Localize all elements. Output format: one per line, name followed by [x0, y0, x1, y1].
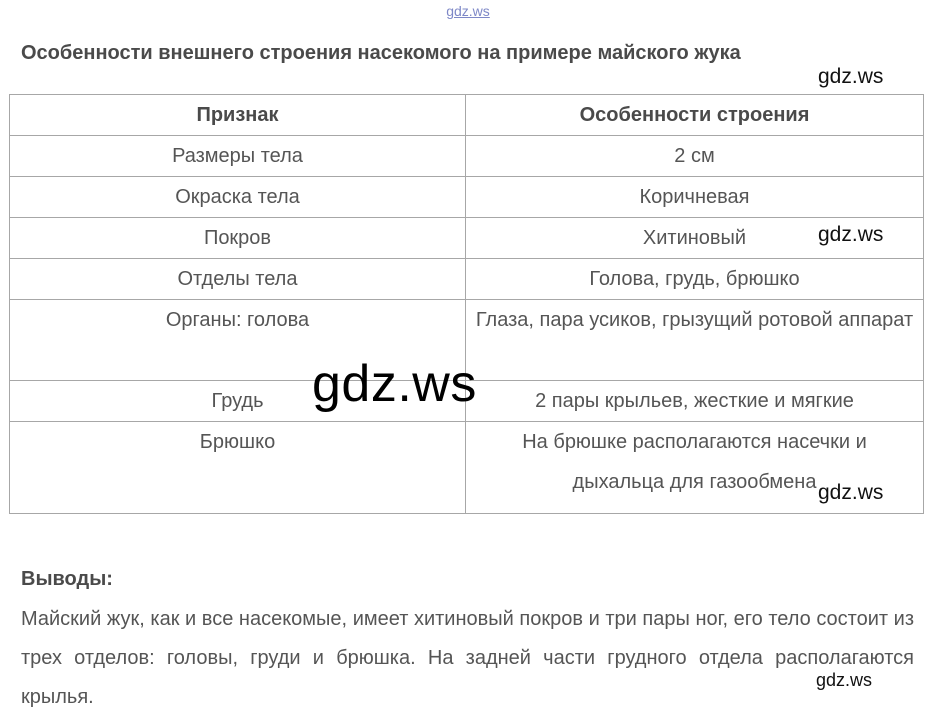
- cell-feature: Отделы тела: [10, 259, 466, 300]
- table-row: [10, 422, 924, 514]
- table-row: [10, 136, 924, 177]
- conclusions-heading: Выводы:: [21, 568, 113, 590]
- header-structure: Особенности строения: [466, 95, 924, 136]
- table-row: [10, 259, 924, 300]
- header-feature: Признак: [10, 95, 466, 136]
- cell-structure: Коричневая: [466, 177, 924, 218]
- cell-feature: Покров: [10, 218, 466, 259]
- table-row: [10, 218, 924, 259]
- table-row: [10, 177, 924, 218]
- watermark-top-link[interactable]: gdz.ws: [446, 3, 490, 19]
- cell-feature: Окраска тела: [10, 177, 466, 218]
- cell-structure: Голова, грудь, брюшко: [466, 259, 924, 300]
- cell-feature: Грудь: [10, 381, 466, 422]
- cell-structure: Хитиновый: [466, 218, 924, 259]
- cell-feature: Органы: голова: [10, 300, 466, 381]
- page-title: Особенности внешнего строения насекомого на примере майского жука: [21, 42, 741, 64]
- cell-feature: Брюшко: [10, 422, 466, 514]
- watermark: gdz.ws: [818, 481, 884, 504]
- features-table: [9, 94, 924, 514]
- cell-structure: 2 пары крыльев, жесткие и мягкие: [466, 381, 924, 422]
- table-header-row: [10, 95, 924, 136]
- cell-feature: Размеры тела: [10, 136, 466, 177]
- watermark: gdz.ws: [818, 223, 884, 246]
- cell-structure: На брюшке располагаются насечки и дыхальца для газообмена: [466, 422, 924, 514]
- cell-structure: Глаза, пара усиков, грызущий ротовой аппарат: [466, 300, 924, 381]
- cell-structure: 2 см: [466, 136, 924, 177]
- conclusions-text: Майский жук, как и все насекомые, имеет хитиновый покров и три пары ног, его тело состоит из трех отделов: головы, груди и брюшка. На задней части грудного отдела располагаются крылья.: [21, 608, 914, 708]
- watermark-large: gdz.ws: [312, 355, 477, 413]
- watermark: gdz.ws: [818, 65, 884, 88]
- watermark: gdz.ws: [816, 670, 873, 690]
